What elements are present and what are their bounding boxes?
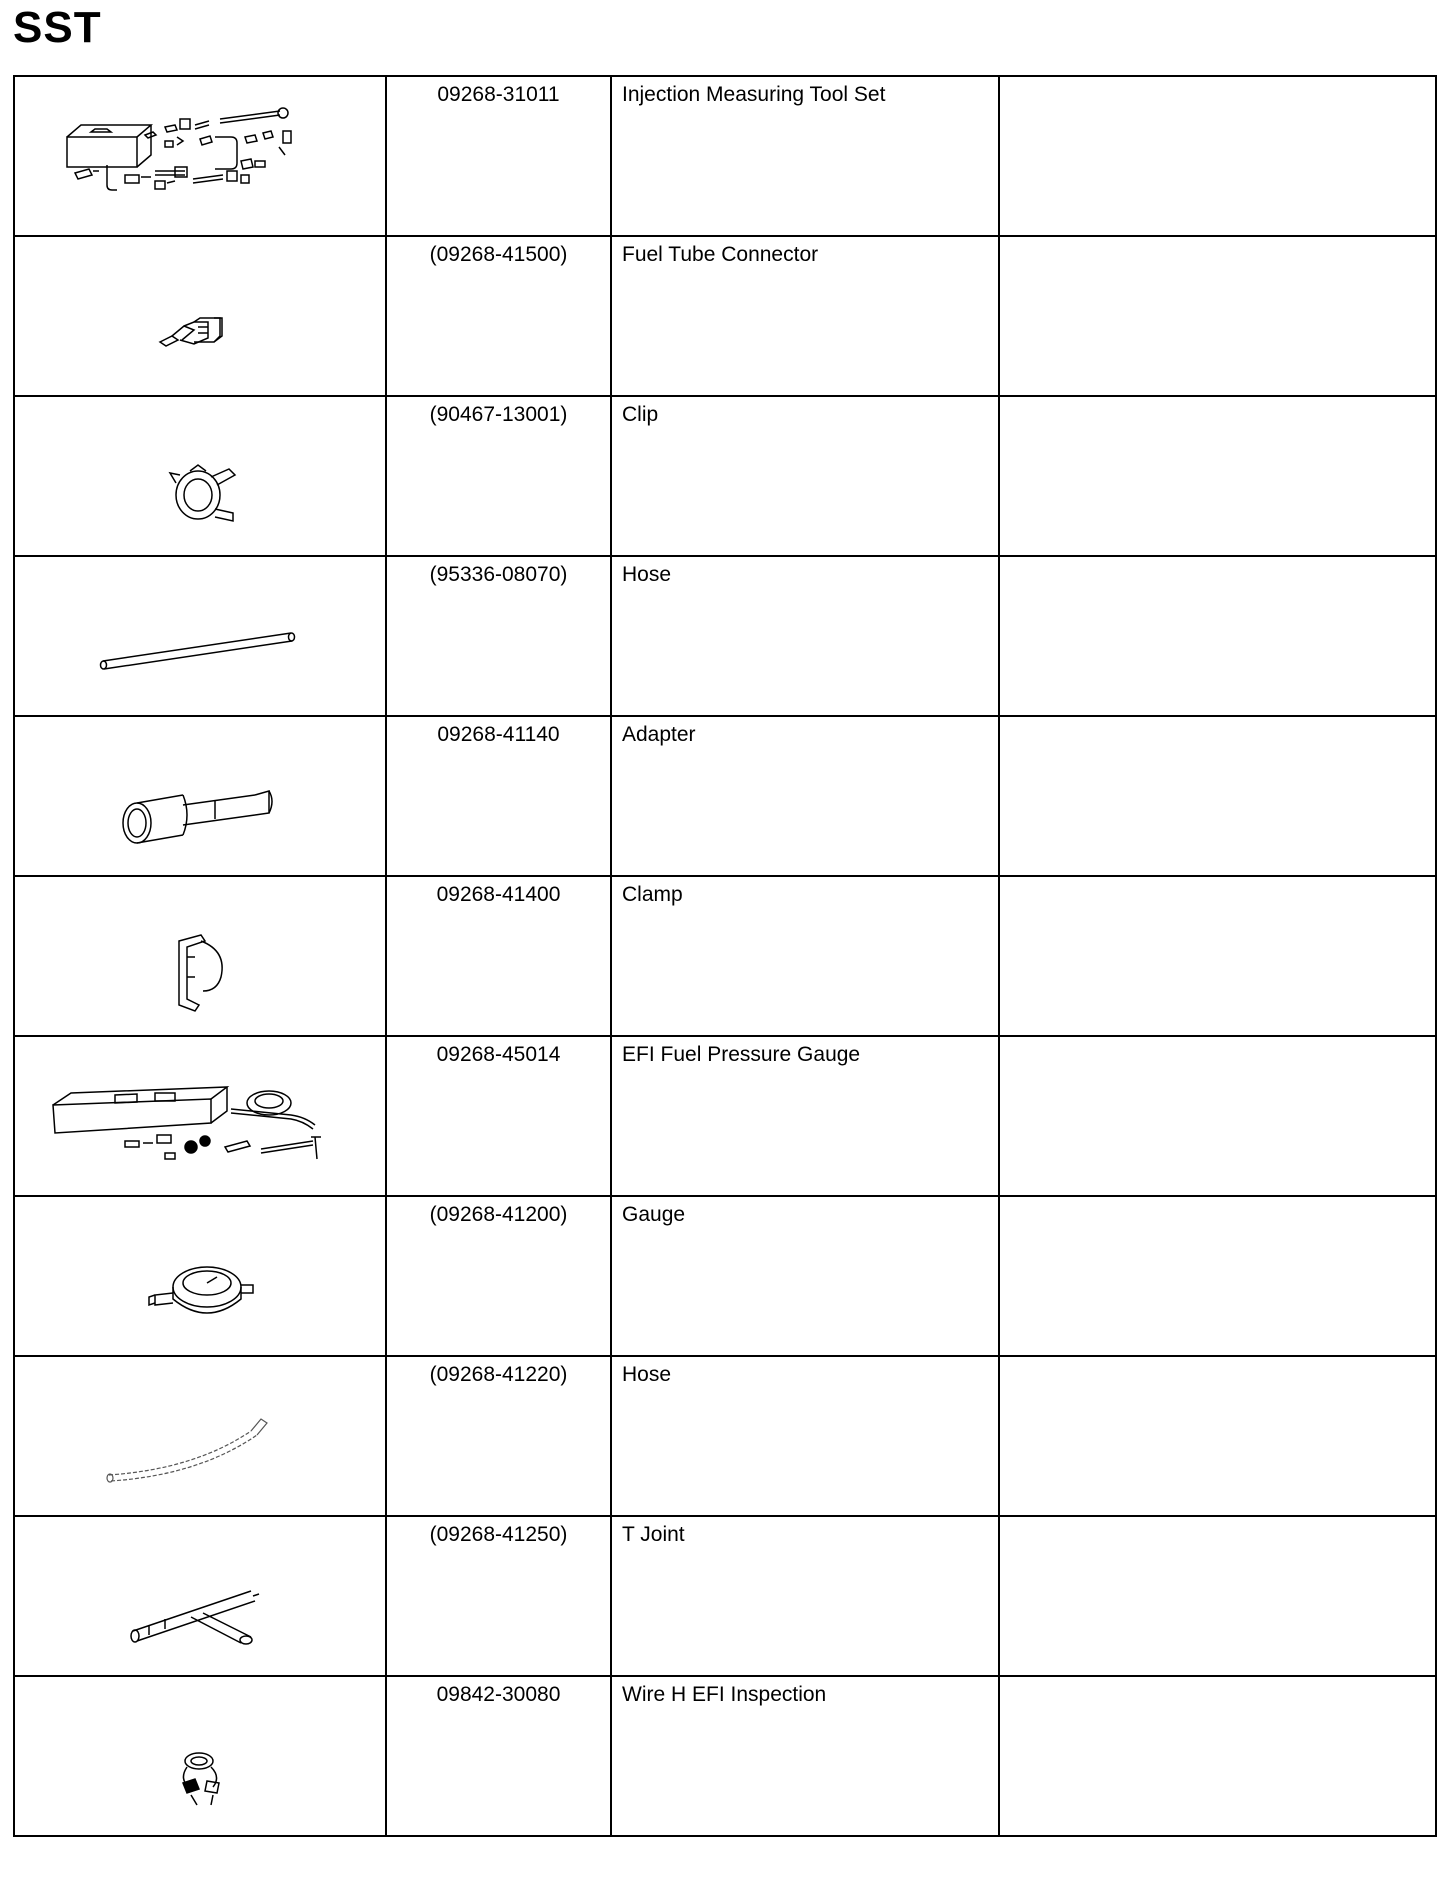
tool-illustration-cell xyxy=(14,716,386,876)
tool-name-cell xyxy=(611,1196,999,1356)
tool-illustration-cell xyxy=(14,1196,386,1356)
table-row xyxy=(14,1676,1436,1836)
tool-name-cell xyxy=(611,1356,999,1516)
tool-illustration-cell xyxy=(14,1356,386,1516)
tool-illustration-cell xyxy=(14,1036,386,1196)
tool-name: Hose xyxy=(622,563,672,586)
hose-curved-icon xyxy=(15,1357,385,1515)
note-cell xyxy=(999,76,1436,236)
fuel-tube-connector-icon xyxy=(15,237,385,395)
part-number-cell xyxy=(386,1516,611,1676)
part-number: 09268-45014 xyxy=(436,1043,561,1066)
tool-name: Gauge xyxy=(622,1203,686,1226)
clip-icon xyxy=(15,397,385,555)
part-number: 09268-41400 xyxy=(436,883,561,906)
page-title: SST xyxy=(13,3,102,52)
clamp-icon xyxy=(15,877,385,1035)
tool-illustration-cell xyxy=(14,1516,386,1676)
tool-name: Hose xyxy=(622,1363,672,1386)
gauge-icon xyxy=(15,1197,385,1355)
table-row xyxy=(14,876,1436,1036)
note-cell xyxy=(999,716,1436,876)
tool-name-cell xyxy=(611,1516,999,1676)
tool-name: T Joint xyxy=(622,1523,685,1546)
part-number-cell xyxy=(386,1196,611,1356)
note-cell xyxy=(999,1196,1436,1356)
table-row xyxy=(14,396,1436,556)
tool-name-cell xyxy=(611,716,999,876)
tool-name: EFI Fuel Pressure Gauge xyxy=(622,1043,861,1066)
note-cell xyxy=(999,556,1436,716)
note-cell xyxy=(999,1676,1436,1836)
table-row xyxy=(14,236,1436,396)
table-row xyxy=(14,716,1436,876)
tool-name-cell xyxy=(611,876,999,1036)
note-cell xyxy=(999,236,1436,396)
tool-name-cell xyxy=(611,1036,999,1196)
tool-illustration-cell xyxy=(14,236,386,396)
part-number-cell xyxy=(386,76,611,236)
hose-straight-icon xyxy=(15,557,385,715)
table-row xyxy=(14,1356,1436,1516)
wire-inspection-icon xyxy=(15,1677,385,1835)
part-number: (90467-13001) xyxy=(429,403,568,426)
tool-name-cell xyxy=(611,1676,999,1836)
note-cell xyxy=(999,1356,1436,1516)
table-row xyxy=(14,1036,1436,1196)
injection-measuring-tool-set-icon xyxy=(15,77,385,235)
tool-name: Clamp xyxy=(622,883,683,906)
tool-name: Adapter xyxy=(622,723,696,746)
tool-illustration-cell xyxy=(14,76,386,236)
part-number: 09842-30080 xyxy=(436,1683,561,1706)
part-number-cell xyxy=(386,396,611,556)
efi-fuel-pressure-gauge-set-icon xyxy=(15,1037,385,1195)
part-number-cell xyxy=(386,1676,611,1836)
note-cell xyxy=(999,1036,1436,1196)
note-cell xyxy=(999,1516,1436,1676)
part-number: (09268-41250) xyxy=(429,1523,568,1546)
part-number-cell xyxy=(386,556,611,716)
tool-name-cell xyxy=(611,236,999,396)
table-row xyxy=(14,556,1436,716)
part-number: (09268-41220) xyxy=(429,1363,568,1386)
part-number-cell xyxy=(386,1036,611,1196)
part-number-cell xyxy=(386,716,611,876)
tool-name: Fuel Tube Connector xyxy=(622,243,819,266)
table-row xyxy=(14,1516,1436,1676)
tool-name-cell xyxy=(611,76,999,236)
tool-name: Wire H EFI Inspection xyxy=(622,1683,827,1706)
part-number: 09268-31011 xyxy=(437,83,560,106)
tool-name-cell xyxy=(611,556,999,716)
part-number: 09268-41140 xyxy=(437,723,560,746)
tool-illustration-cell xyxy=(14,876,386,1036)
tool-name-cell xyxy=(611,396,999,556)
part-number: (09268-41500) xyxy=(429,243,568,266)
tool-name: Clip xyxy=(622,403,659,426)
part-number-cell xyxy=(386,236,611,396)
part-number: (95336-08070) xyxy=(429,563,568,586)
part-number: (09268-41200) xyxy=(429,1203,568,1226)
table-row xyxy=(14,76,1436,236)
tool-illustration-cell xyxy=(14,1676,386,1836)
note-cell xyxy=(999,876,1436,1036)
tool-illustration-cell xyxy=(14,556,386,716)
part-number-cell xyxy=(386,876,611,1036)
t-joint-icon xyxy=(15,1517,385,1675)
sst-table xyxy=(13,75,1437,1837)
note-cell xyxy=(999,396,1436,556)
part-number-cell xyxy=(386,1356,611,1516)
tool-illustration-cell xyxy=(14,396,386,556)
tool-name: Injection Measuring Tool Set xyxy=(622,83,886,106)
table-row xyxy=(14,1196,1436,1356)
adapter-icon xyxy=(15,717,385,875)
